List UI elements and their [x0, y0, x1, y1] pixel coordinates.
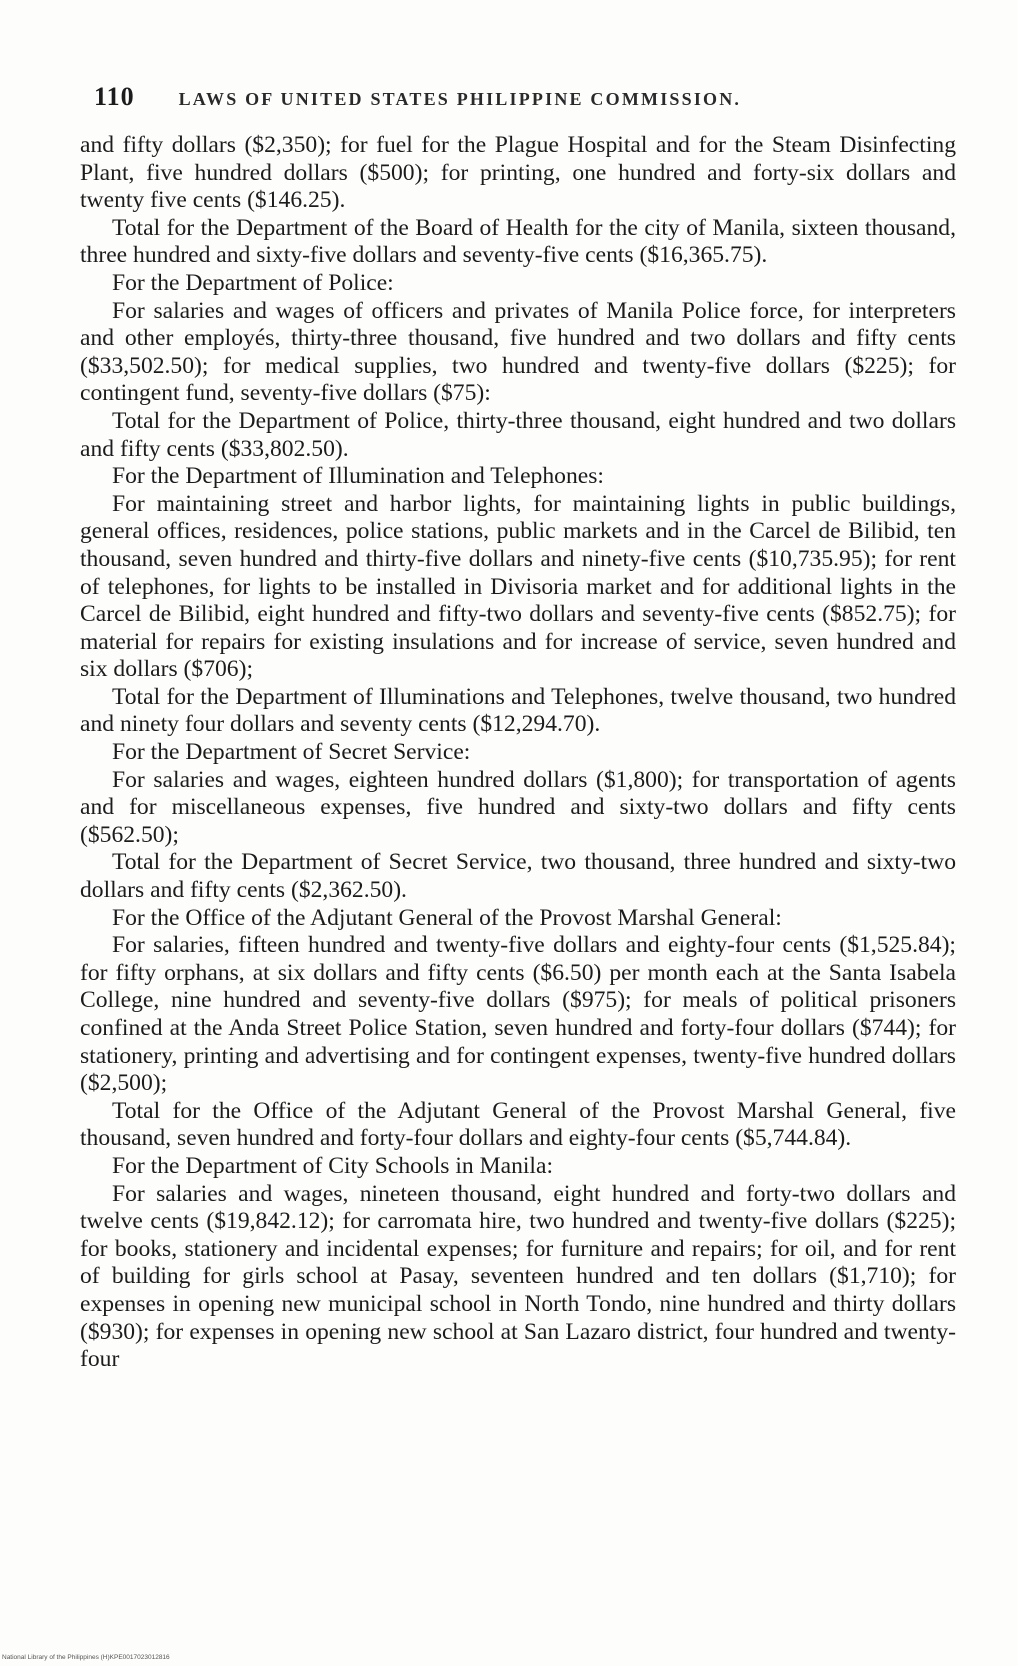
paragraph-health-total: Total for the Department of the Board of Health for the city of Manila, sixteen thousand, three hundred and sixty-five dollars and seventy-five cents ($16,365.75).: [80, 214, 956, 269]
body-text: [80, 132, 956, 1374]
paragraph-illumination-items: For maintaining street and harbor lights, for maintaining lights in public buildings, general offices, residences, police stations, public markets and in the Carcel de Bilibid, ten thousand, seven hundred and thirty-five dollars and ninety-five cents ($10,735.95); for rent of telephones, for lights to be installed in Divisoria market and for additional lights in the Carcel de Bilibid, eight hundred and fifty-two dollars and seventy-five cents ($852.75); for material for repairs for existing insulations and for increase of service, seven hundred and six dollars ($706);: [80, 490, 956, 683]
scan-credit: National Library of the Philippines (H)KPE0017023012816: [2, 1654, 170, 1661]
heading-adjutant-general: For the Office of the Adjutant General of the Provost Marshal General:: [112, 904, 782, 931]
paragraph-adjutant-general-items: For salaries, fifteen hundred and twenty-five dollars and eighty-four cents ($1,525.84); for fifty orphans, at six dollars and fifty cents ($6.50) per month each at the Santa Isabela College, nine hundred and seventy-five dollars ($975); for meals of political prisoners confined at the Anda Street Police Station, seven hundred and forty-four dollars ($744); for stationery, printing and advertising and for contingent expenses, twenty-five hundred dollars ($2,500);: [80, 932, 956, 1097]
page-number: 110: [94, 82, 135, 111]
paragraph-secret-service-items: For salaries and wages, eighteen hundred dollars ($1,800); for transportation of agents and for miscellaneous expenses, five hundred and sixty-two dollars and fifty cents ($562.50);: [80, 766, 956, 848]
running-head: LAWS OF UNITED STATES PHILIPPINE COMMISSION.: [178, 89, 742, 109]
paragraph-illumination-total: Total for the Department of Illuminations and Telephones, twelve thousand, two hundred and ninety four dollars and seventy cents ($12,294.70).: [80, 683, 956, 738]
page-header: [94, 82, 954, 112]
paragraph-secret-service-total: Total for the Department of Secret Service, two thousand, three hundred and sixty-two dollars and fifty cents ($2,362.50).: [80, 849, 956, 904]
paragraph-police-items: For salaries and wages of officers and privates of Manila Police force, for interpreters and other employés, thirty-three thousand, five hundred and two dollars and fifty cents ($33,502.50); for medical supplies, two hundred and twenty-five dollars ($225); for contingent fund, seventy-five dollars ($75):: [80, 297, 956, 407]
paragraph-police-total: Total for the Department of Police, thirty-three thousand, eight hundred and two dollars and fifty cents ($33,802.50).: [80, 407, 956, 462]
heading-illumination: For the Department of Illumination and Telephones:: [112, 463, 604, 490]
paragraph-city-schools-items: For salaries and wages, nineteen thousand, eight hundred and forty-two dollars and twelve cents ($19,842.12); for carromata hire, two hundred and twenty-five dollars ($225); for books, stationery and incidental expenses; for furniture and repairs; for oil, and for rent of building for girls school at Pasay, seventeen hundred and ten dollars ($1,710); for expenses in opening new municipal school in North Tondo, nine hundred and thirty dollars ($930); for expenses in opening new school at San Lazaro district, four hundred and twenty-four: [80, 1180, 956, 1373]
heading-police: For the Department of Police:: [112, 269, 394, 296]
heading-secret-service: For the Department of Secret Service:: [112, 739, 471, 766]
paragraph-adjutant-general-total: Total for the Office of the Adjutant General of the Provost Marshal General, five thousand, seven hundred and forty-four dollars and eighty-four cents ($5,744.84).: [80, 1097, 956, 1152]
paragraph-health-continued: and fifty dollars ($2,350); for fuel for the Plague Hospital and for the Steam Disinfecting Plant, five hundred dollars ($500); for printing, one hundred and forty-six dollars and twenty five cents ($146.25).: [80, 132, 956, 214]
heading-city-schools: For the Department of City Schools in Manila:: [112, 1152, 554, 1179]
